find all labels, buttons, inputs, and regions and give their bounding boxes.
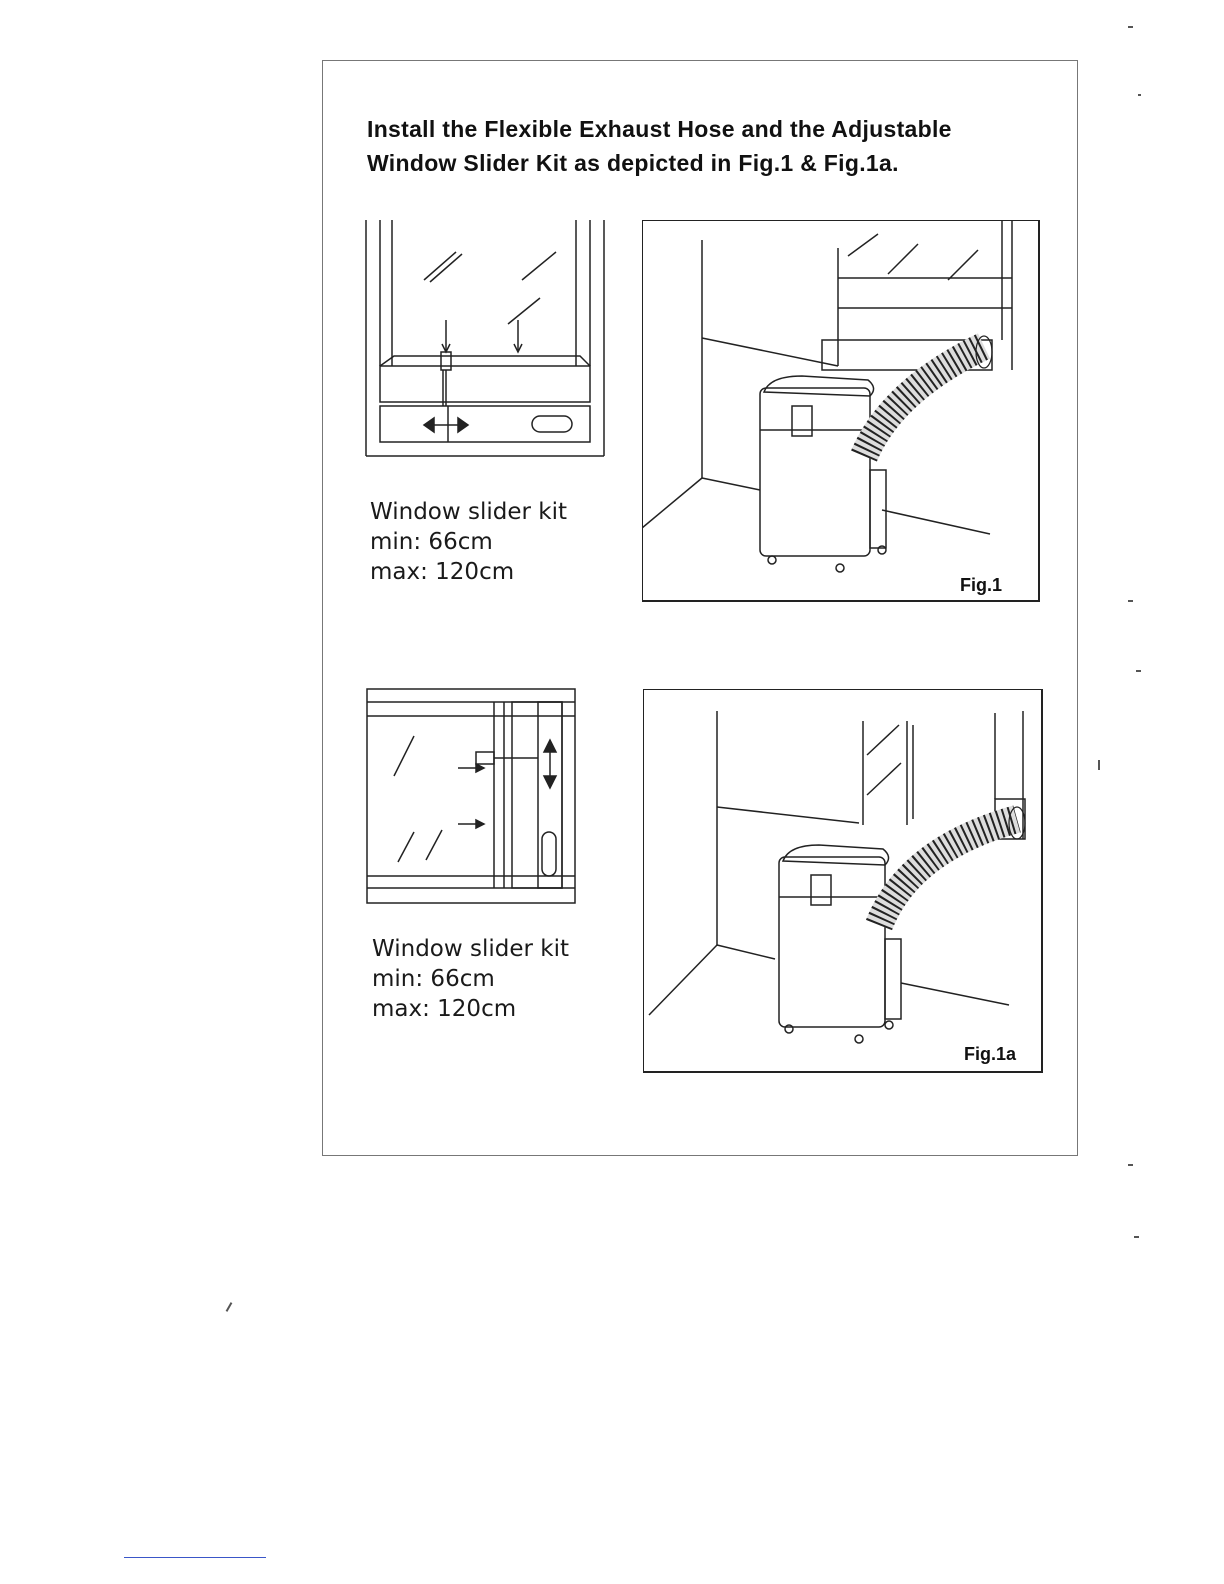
fig1a-label: Fig.1a: [964, 1044, 1017, 1064]
scan-speck: [1128, 600, 1133, 602]
scan-speck: [1134, 1236, 1139, 1238]
heading-line-2: Window Slider Kit as depicted in Fig.1 & Fig.1a.: [367, 150, 899, 176]
slider-kit-caption-bottom: [372, 934, 569, 1024]
heading-line-1: Install the Flexible Exhaust Hose and the Adjustable: [367, 116, 952, 142]
slider-kit-vertical-window-illustration: [366, 688, 578, 906]
fig1a-illustration: [643, 689, 1043, 1073]
slider-kit-min: min: 66cm: [370, 529, 493, 555]
scan-speck: [1136, 670, 1141, 672]
slider-kit-title: Window slider kit: [372, 936, 570, 962]
scan-speck: [1128, 26, 1133, 28]
fig1-illustration: [642, 220, 1040, 602]
slider-kit-min: min: 66cm: [372, 966, 495, 992]
slider-kit-max: max: 120cm: [372, 996, 517, 1022]
page-footer-rule: [124, 1557, 266, 1558]
page-heading: [367, 112, 1057, 180]
slider-kit-horizontal-window-illustration: [364, 220, 608, 458]
slider-kit-caption-top: [370, 497, 567, 587]
slider-kit-max: max: 120cm: [370, 559, 515, 585]
scan-speck: [1128, 1164, 1133, 1166]
fig1-label: Fig.1: [960, 575, 1003, 595]
scan-speck: [1098, 760, 1100, 770]
slider-kit-title: Window slider kit: [370, 499, 568, 525]
scan-speck: [226, 1302, 233, 1312]
scan-speck: [1138, 94, 1141, 96]
